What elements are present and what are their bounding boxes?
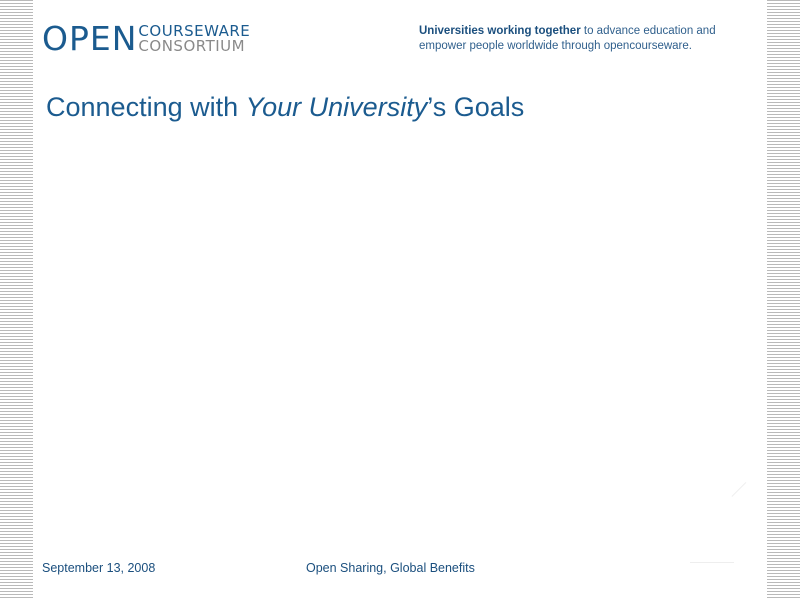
corner-decoration (732, 482, 761, 511)
logo-consortium-text: CONSORTIUM (138, 37, 246, 55)
logo-open-text: OPEN (42, 19, 138, 58)
footer-center-text: Open Sharing, Global Benefits (306, 561, 475, 575)
title-after: ’s Goals (427, 92, 525, 122)
tagline-rest: to advance education and (580, 25, 716, 37)
footer-date: September 13, 2008 (42, 561, 156, 575)
tagline-line2: empower people worldwide through opencourseware. (419, 40, 692, 52)
logo-wordmark-stack (138, 24, 250, 54)
tagline-bold: Universities working together (419, 25, 581, 37)
logo-courseware-text: COURSEWARE (138, 22, 251, 40)
right-striped-border (767, 0, 800, 600)
header-tagline (419, 24, 749, 54)
title-before: Connecting with (46, 92, 246, 122)
opencourseware-consortium-logo (42, 19, 251, 58)
page-number-placeholder (690, 562, 734, 565)
slide-title (46, 89, 524, 125)
left-striped-border (0, 0, 33, 600)
title-italic: Your University (245, 92, 428, 122)
